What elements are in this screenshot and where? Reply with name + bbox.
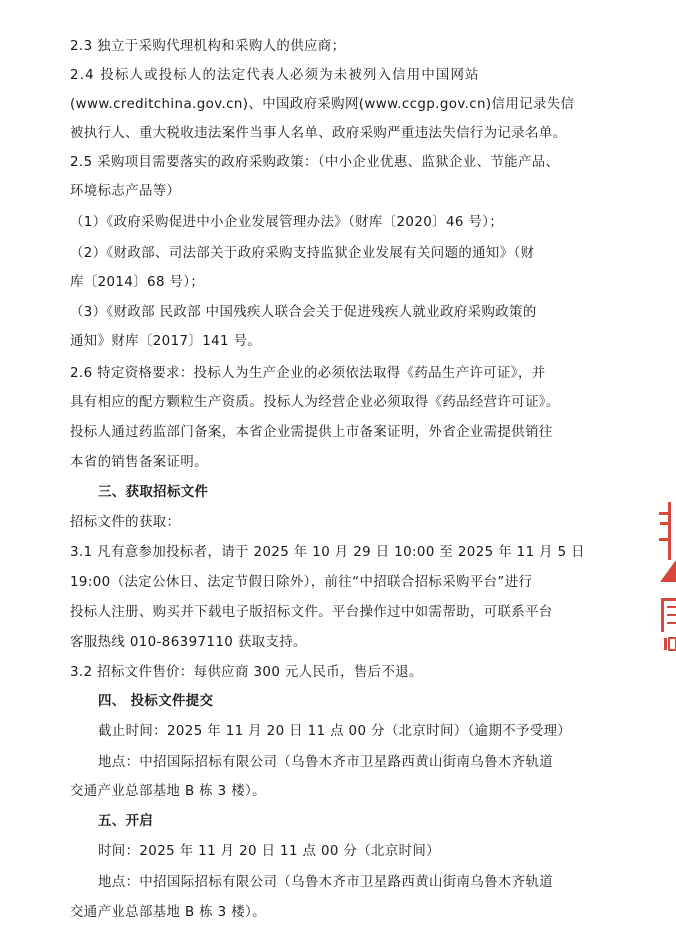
- clause-3-1-line-2: 19:00（法定公休日、法定节假日除外），前往“中招联合招标采购平台”进行: [70, 575, 533, 590]
- clause-2-4-line-2: (www.creditchina.gov.cn)、中国政府采购网(www.ccgp.gov.cn)信用记录失信: [70, 97, 575, 112]
- policy-item-1: （1）《政府采购促进中小企业发展管理办法》（财库〔2020〕46 号）；: [70, 215, 504, 230]
- deadline-text: 截止时间：2025 年 11 月 20 日 11 点 00 分（北京时间）（逾期不予受理）: [98, 724, 572, 739]
- section-4-heading: 四、 投标文件提交: [98, 694, 214, 709]
- clause-2-6-line-3: 投标人通过药监部门备案，本省企业需提供上市备案证明，外省企业需提供销往: [70, 425, 553, 440]
- submission-location-line-2: 交通产业总部基地 B 栋 3 楼）。: [70, 784, 266, 799]
- clause-3-1-line-3: 投标人注册、购买并下载电子版招标文件。平台操作过中如需帮助，可联系平台: [70, 605, 553, 620]
- clause-3-1-line-1: 3.1 凡有意参加投标者，请于 2025 年 10 月 29 日 10:00 至 2025 年 11 月 5 日: [70, 545, 585, 560]
- red-seal-stamp: [655, 498, 676, 660]
- clause-2-4-line-1: 2.4 投标人或投标人的法定代表人必须为未被列入信用中国网站: [70, 68, 480, 83]
- clause-2-5-line-1: 2.5 采购项目需要落实的政府采购政策：（中小企业优惠、监狱企业、节能产品、: [70, 155, 560, 170]
- clause-3-1-line-4: 客服热线 010-86397110 获取支持。: [70, 635, 307, 650]
- clause-3-2: 3.2 招标文件售价：每供应商 300 元人民币，售后不退。: [70, 665, 423, 680]
- opening-time-text: 时间：2025 年 11 月 20 日 11 点 00 分（北京时间）: [98, 844, 441, 859]
- clause-2-6-line-4: 本省的销售备案证明。: [70, 455, 208, 470]
- opening-location-line-2: 交通产业总部基地 B 栋 3 楼）。: [70, 905, 266, 920]
- clause-2-6-line-1: 2.6 特定资格要求：投标人为生产企业的必须依法取得《药品生产许可证》，并: [70, 366, 546, 381]
- clause-2-6-line-2: 具有相应的配方颗粒生产资质。投标人为经营企业必须取得《药品经营许可证》。: [70, 395, 560, 410]
- clause-2-4-line-3: 被执行人、重大税收违法案件当事人名单、政府采购严重违法失信行为记录名单。: [70, 126, 567, 141]
- section-3-intro: 招标文件的获取：: [70, 515, 181, 530]
- opening-location-line-1: 地点：中招国际招标有限公司（乌鲁木齐市卫星路西黄山街南乌鲁木齐轨道: [98, 875, 554, 890]
- policy-item-3-line-2: 通知》财库〔2017〕141 号。: [70, 334, 262, 349]
- clause-2-5-line-2: 环境标志产品等）: [70, 184, 181, 199]
- section-3-heading: 三、获取招标文件: [98, 485, 209, 500]
- submission-location-line-1: 地点：中招国际招标有限公司（乌鲁木齐市卫星路西黄山街南乌鲁木齐轨道: [98, 755, 554, 770]
- policy-item-2-line-2: 库〔2014〕68 号）；: [70, 275, 205, 290]
- section-5-heading: 五、开启: [98, 814, 154, 829]
- policy-item-2-line-1: （2）《财政部、司法部关于政府采购支持监狱企业发展有关问题的通知》（财: [70, 246, 535, 261]
- clause-2-3: 2.3 独立于采购代理机构和采购人的供应商；: [70, 39, 346, 54]
- policy-item-3-line-1: （3）《财政部 民政部 中国残疾人联合会关于促进残疾人就业政府采购政策的: [70, 305, 537, 320]
